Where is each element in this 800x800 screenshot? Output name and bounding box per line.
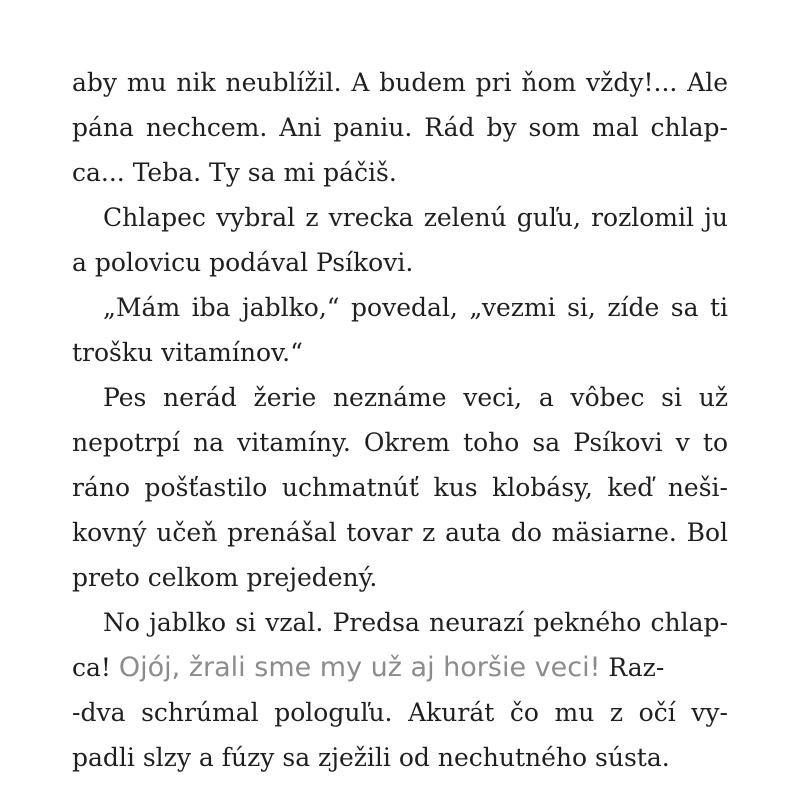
highlighted-phrase: Ojój, žrali sme my už aj horšie veci! xyxy=(118,652,601,683)
text-line-5: a polovicu podával Psíkovi. xyxy=(72,248,414,277)
text-line-15: -dva schrúmal pologuľu. Akurát čo mu z očí vy- xyxy=(72,698,728,727)
text-line-4: Chlapec vybral z vrecka zelenú guľu, rozlomil ju xyxy=(103,203,728,232)
text-line-9: nepotrpí na vitamíny. Okrem toho sa Psíkovi v to xyxy=(72,428,728,457)
text-line-7: trošku vitamínov.“ xyxy=(72,338,303,367)
text-line-2: pána nechcem. Ani paniu. Rád by som mal chlap- xyxy=(72,113,728,142)
text-line-8: Pes nerád žerie neznáme veci, a vôbec si už xyxy=(103,383,728,412)
text-line-10: ráno pošťastilo uchmatnúť kus klobásy, keď neši- xyxy=(72,473,728,502)
text-line-13: No jablko si vzal. Predsa neurazí pekného chlap- xyxy=(103,608,728,637)
text-line-6: „Mám iba jablko,“ povedal, „vezmi si, zíde sa ti xyxy=(103,293,728,322)
line-14-end: Raz- xyxy=(600,653,665,682)
text-line-1: aby mu nik neublížil. A budem pri ňom vždy!... Ale xyxy=(72,68,728,97)
text-line-3: ca... Teba. Ty sa mi páčiš. xyxy=(72,158,397,187)
text-line-14 xyxy=(72,651,728,685)
text-line-16: padli slzy a fúzy sa zježili od nechutného sústa. xyxy=(72,743,670,772)
line-14-start: ca! xyxy=(72,653,119,682)
text-line-12: preto celkom prejedený. xyxy=(72,563,378,592)
text-line-11: kovný učeň prenášal tovar z auta do mäsiarne. Bol xyxy=(72,518,728,547)
